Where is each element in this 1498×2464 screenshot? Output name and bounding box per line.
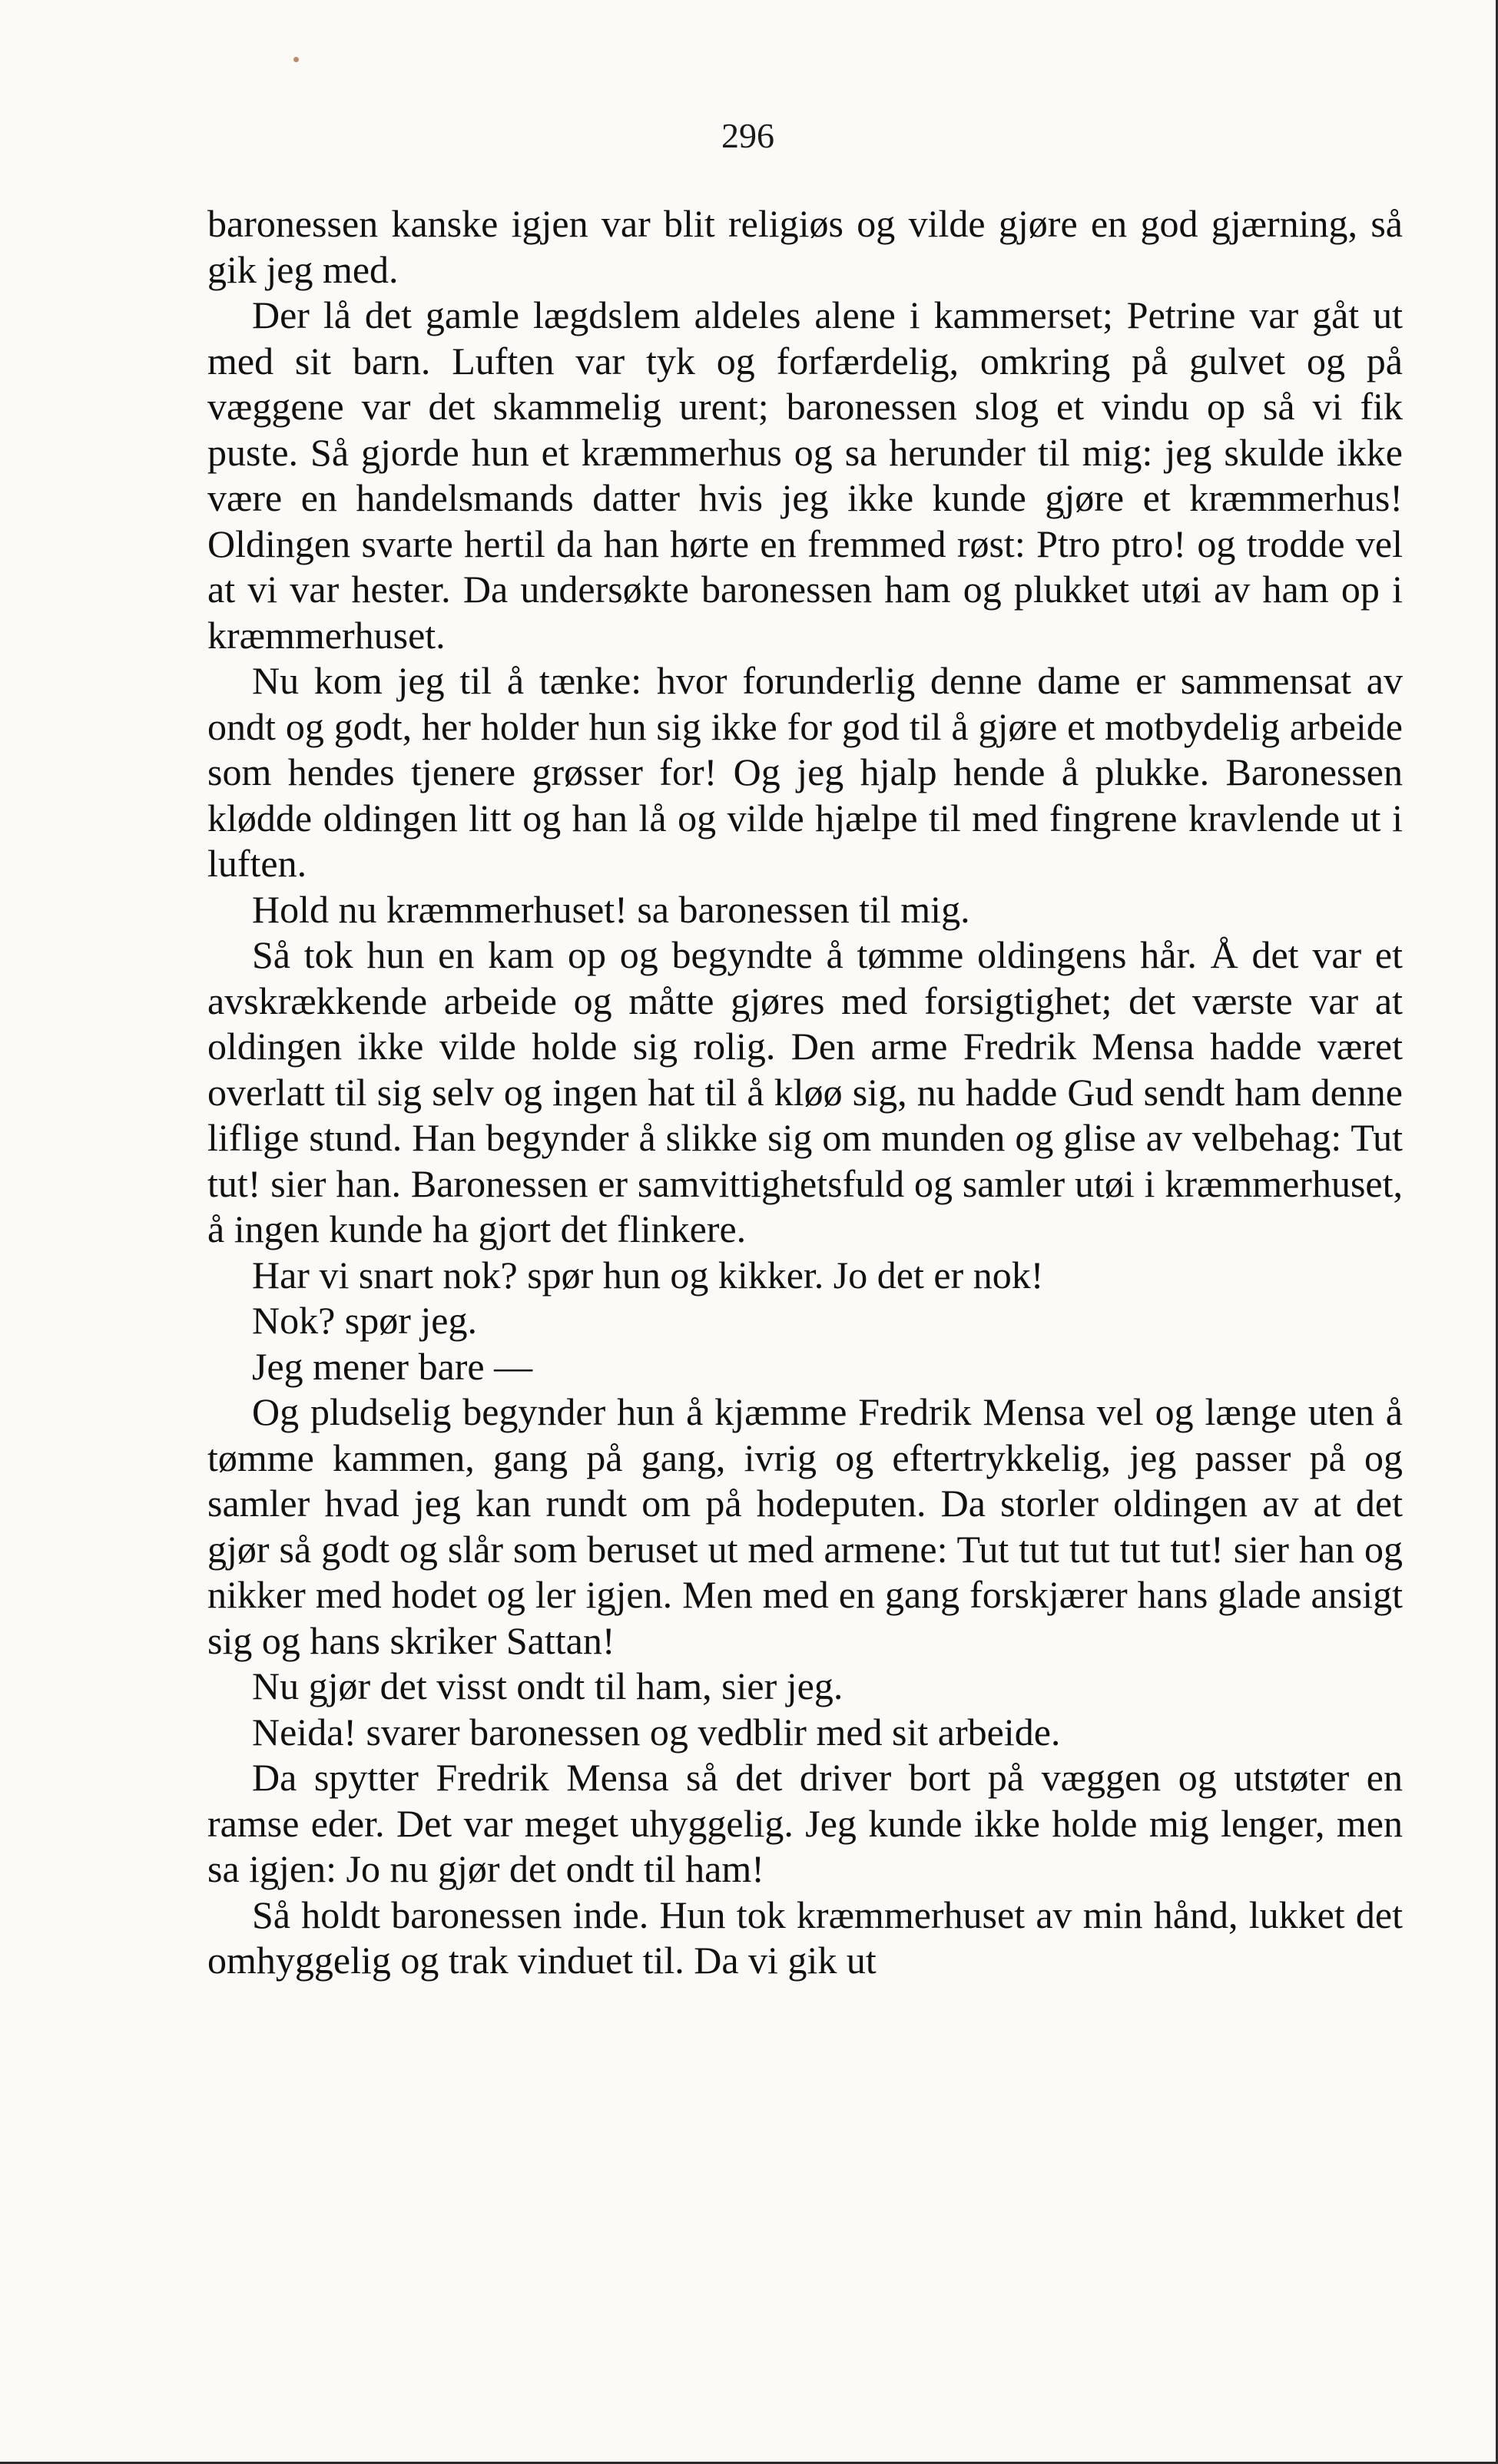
paragraph: Og pludselig begynder hun å kjæmme Fredrik Mensa vel og længe uten å tømme kammen, gang på gang, ivrig og eftertrykkelig, jeg passer på og samler hvad jeg kan rundt om på hodeputen. Da storler oldingen av at det gjør så godt og slår som beruset ut med armene: Tut tut tut tut tut! sier han og nikker med hodet og ler igjen. Men med en gang forskjærer hans glade ansigt sig og hans skriker Sattan! xyxy=(207,1390,1403,1662)
paragraph: Nok? spør jeg. xyxy=(252,1299,477,1342)
paragraph: Nu kom jeg til å tænke: hvor forunderlig denne dame er sammensat av ondt og godt, her holder hun sig ikke for god til å gjøre et motbydelig arbeide som hendes tjenere grøsser for! Og jeg hjalp hende å plukke. Baronessen kløddе oldingen litt og han lå og vilde hjælpe til med fingrene kravlende ut i luften. xyxy=(207,659,1403,885)
paragraph: Jeg mener bare — xyxy=(252,1344,533,1388)
paragraph: Hold nu kræmmerhuset! sa baronessen til mig. xyxy=(252,887,970,931)
paragraph: Neida! svarer baronessen og vedblir med sit arbeide. xyxy=(252,1710,1061,1754)
page-number: 296 xyxy=(721,116,774,155)
paragraph: Så tok hun en kam op og begyndte å tømme oldingens hår. Å det var et avskrækkende arbeide og måtte gjøres med forsigtighet; det værste var at oldingen ikke vilde holde sig rolig. Den arme Fredrik Mensa hadde været overlatt til sig selv og ingen hat til å kløø sig, nu hadde Gud sendt ham denne liflige stund. Han begynder å slikke sig om munden og glise av velbehag: Tut tut! sier han. Baronessen er samvittighetsfuld og samler utøi i kræmmerhuset, å ingen kunde ha gjort det flinkere. xyxy=(207,933,1403,1250)
paragraph: Nu gjør det visst ondt til ham, sier jeg. xyxy=(252,1664,843,1707)
paragraph: Så holdt baronessen inde. Hun tok kræmmerhuset av min hånd, lukket det omhyggelig og trak vinduet til. Da vi gik ut xyxy=(207,1893,1403,1982)
paragraph: baronessen kanske igjen var blit religiøs og vilde gjøre en god gjærning, så gik jeg med. xyxy=(207,202,1403,291)
paragraph: Har vi snart nok? spør hun og kikker. Jo det er nok! xyxy=(252,1253,1044,1297)
ink-speck xyxy=(293,57,299,62)
paragraph: Der lå det gamle lægdslem aldeles alene i kammerset; Petrine var gåt ut med sit barn. Luften var tyk og forfærdelig, omkring på gulvet og på væggene var det skammelig urent; baronessen slog et vindu op så vi fik puste. Så gjorde hun et kræmmerhus og sa herunder til mig: jeg skulde ikke være en handelsmands datter hvis jeg ikke kunde gjøre et kræmmerhus! Oldingen svarte hertil da han hørte en fremmed røst: Ptro ptro! og trodde vel at vi var hester. Da undersøkte baronessen ham og plukket utøi av ham op i kræmmerhuset. xyxy=(207,293,1403,657)
body-text xyxy=(207,201,1403,1984)
paragraph: Da spytter Fredrik Mensa så det driver bort på væggen og utstøter en ramse eder. Det var meget uhyggelig. Jeg kunde ikke holde mig lenger, men sa igjen: Jo nu gjør det ondt til ham! xyxy=(207,1756,1403,1890)
